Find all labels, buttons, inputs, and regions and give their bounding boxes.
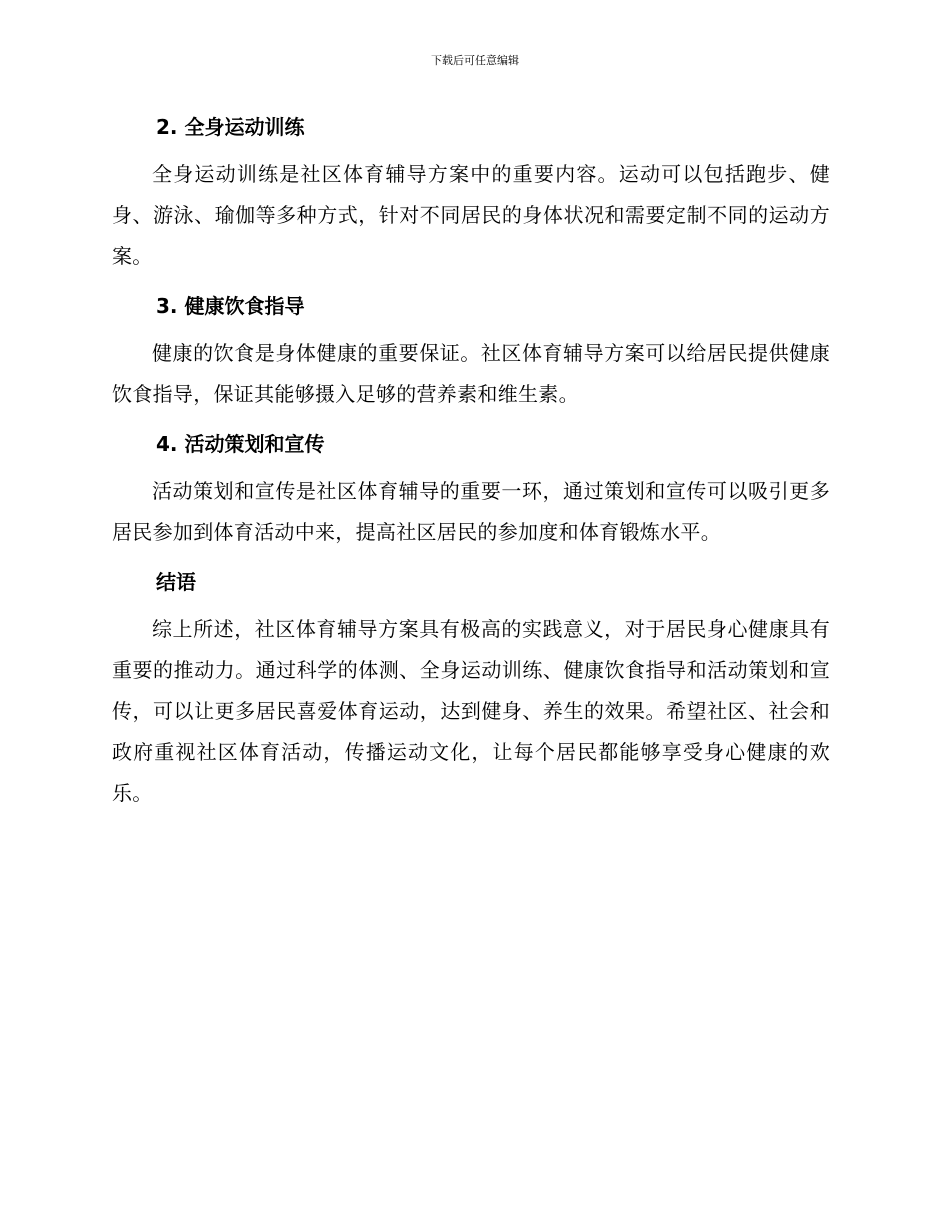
section-heading: 结语: [156, 570, 196, 594]
section-heading: 4. 活动策划和宣传: [156, 432, 325, 456]
section-paragraph: 健康的饮食是身体健康的重要保证。社区体育辅导方案可以给居民提供健康饮食指导，保证其能够摄入足够的营养素和维生素。: [112, 341, 830, 406]
page-header-note: 下载后可任意编辑: [431, 54, 519, 67]
section-heading: 3. 健康饮食指导: [156, 294, 305, 318]
section-heading: 2. 全身运动训练: [156, 115, 305, 139]
section-paragraph: 活动策划和宣传是社区体育辅导的重要一环，通过策划和宣传可以吸引更多居民参加到体育活动中来，提高社区居民的参加度和体育锻炼水平。: [112, 479, 830, 544]
section-paragraph: 综上所述，社区体育辅导方案具有极高的实践意义，对于居民身心健康具有重要的推动力。通过科学的体测、全身运动训练、健康饮食指导和活动策划和宣传，可以让更多居民喜爱体育运动，达到健身、养生的效果。希望社区、社会和政府重视社区体育活动，传播运动文化，让每个居民都能够享受身心健康的欢乐。: [112, 617, 830, 805]
document-body: [112, 108, 830, 824]
section-activity-planning: [112, 425, 830, 553]
section-full-body-training: [112, 108, 830, 277]
section-healthy-diet: [112, 287, 830, 415]
section-conclusion: [112, 563, 830, 814]
section-paragraph: 全身运动训练是社区体育辅导方案中的重要内容。运动可以包括跑步、健身、游泳、瑜伽等多种方式，针对不同居民的身体状况和需要定制不同的运动方案。: [112, 162, 830, 268]
